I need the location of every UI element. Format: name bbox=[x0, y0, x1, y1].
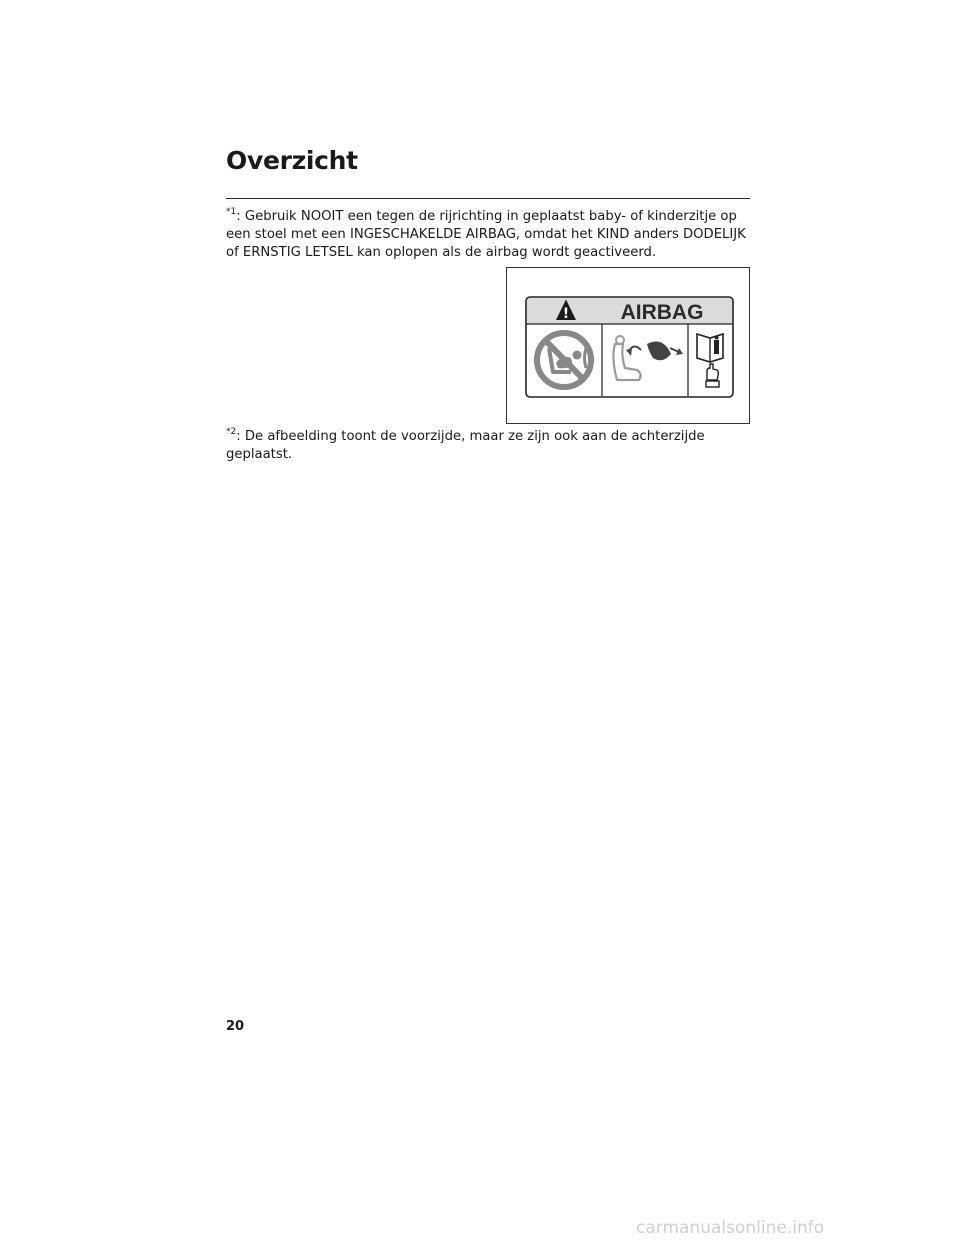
footnote-1-marker: *1 bbox=[226, 206, 237, 217]
footnote-2 bbox=[226, 428, 750, 464]
footnote-1 bbox=[226, 208, 750, 262]
footnote-1-text: : Gebruik NOOIT een tegen de rijrichting in geplaatst baby- of kinderzitje op een stoel met een INGESCHAKELDE AIRBAG, omdat het KIND anders DODELIJK of ERNSTIG LETSEL kan oplopen als de airbag wordt geactiveerd. bbox=[226, 209, 746, 260]
no-rear-facing-child-seat-icon bbox=[537, 333, 591, 387]
airbag-warning-label-figure bbox=[506, 267, 750, 424]
footnote-2-marker: *2 bbox=[226, 426, 237, 437]
page-title: Overzicht bbox=[226, 146, 358, 175]
airbag-heading: AIRBAG bbox=[620, 301, 704, 324]
airbag-warning-label bbox=[507, 268, 749, 423]
page-number: 20 bbox=[226, 1019, 245, 1034]
title-divider bbox=[226, 198, 750, 199]
svg-text:!: ! bbox=[562, 306, 570, 322]
site-watermark: carmanualsonline.info bbox=[636, 1218, 825, 1238]
footnote-2-text: : De afbeelding toont de voorzijde, maar ze zijn ook aan de achterzijde geplaatst. bbox=[226, 429, 705, 462]
